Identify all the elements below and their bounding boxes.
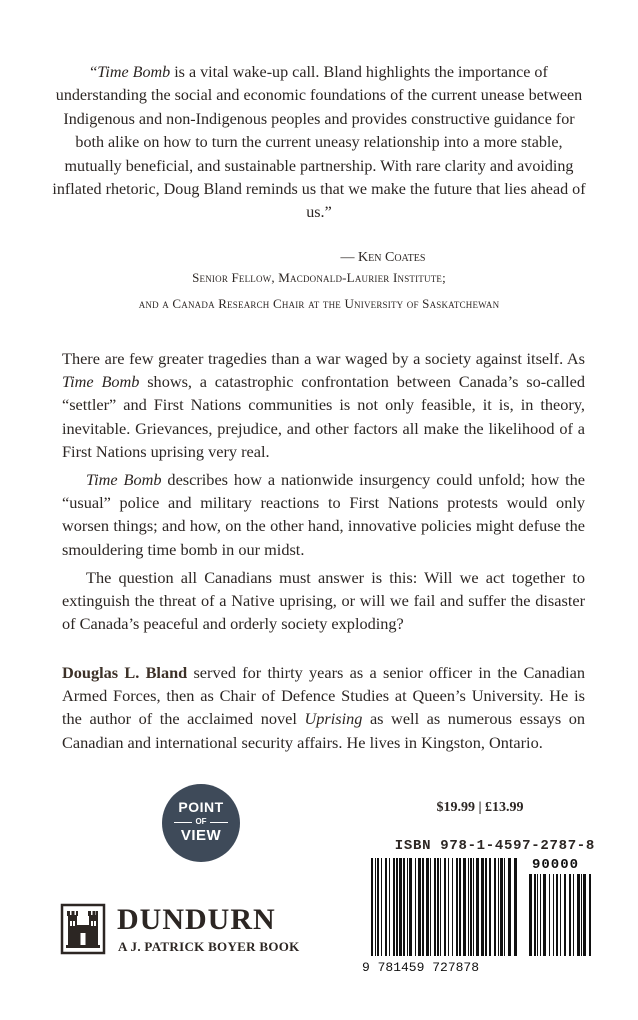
attribution-affiliation: and a Canada Research Chair at the University of Saskatchewan — [138, 296, 500, 311]
endorsement-text — [50, 61, 588, 225]
attribution-title: Senior Fellow, Macdonald-Laurier Institute; — [192, 270, 446, 285]
isbn-label: ISBN 978-1-4597-2787-8 — [394, 838, 595, 854]
bio-novel: Uprising — [304, 709, 363, 729]
bio-b: as well as numerous essays on Canadian and international security affairs. He lives in Kingston, Ontario. — [62, 709, 585, 752]
desc-p2-b: describes how a nationwide insurgency could unfold; how the “usual” police and military reactions to First Nations protests would only worsen things; and how, on the other hand, innovative policies might defuse the smouldering time bomb in our midst. — [62, 470, 585, 559]
price: $19.99 | £13.99 — [436, 800, 524, 815]
description-paragraph-1 — [62, 347, 585, 463]
castle-icon — [60, 903, 106, 955]
publisher-name: DUNDURN — [117, 903, 276, 936]
endorsement-quote — [50, 61, 588, 225]
author-bio — [62, 661, 585, 754]
author-name: Douglas L. Bland — [62, 663, 188, 682]
book-description — [62, 347, 585, 640]
badge-point: POINT — [178, 799, 224, 815]
desc-p1-b: shows, a catastrophic confrontation between Canada’s so-called “settler” and First Nations communities is not only feasible, it is, in theory, inevitable. Grievances, prejudice, and other factors all make the likelihood of a First Nations uprising very real. — [62, 372, 585, 461]
badge-view: VIEW — [180, 827, 222, 844]
quote-open: “ — [90, 64, 98, 81]
description-paragraph-3: The question all Canadians must answer is this: Will we act together to extinguish the threat of a Native uprising, or will we fail and suffer the disaster of Canada’s peaceful and orderly society exploding? — [62, 567, 585, 634]
publisher-subline: A J. PATRICK BOYER BOOK — [118, 939, 300, 954]
attribution-name: — Ken Coates — [340, 250, 426, 265]
desc-p1-title: Time Bomb — [62, 372, 140, 392]
description-paragraph-2 — [62, 468, 585, 561]
series-badge — [162, 784, 240, 862]
quote-body: is a vital wake-up call. Bland highlights the importance of understanding the social and economic foundations of the current unease between Indigenous and non-Indigenous peoples and provides constructive guidance for both alike on how to turn the current uneasy relationship into a more stable, mutually beneficial, and sustainable partnership. With rare clarity and avoiding inflated rhetoric, Doug Bland reminds us that we make the future that lies ahead of us.” — [52, 64, 586, 222]
desc-p1-a: There are few greater tragedies than a war waged by a society against itself. As — [62, 349, 585, 368]
quote-book-title: Time Bomb — [97, 64, 171, 81]
desc-p2-title: Time Bomb — [86, 470, 162, 490]
badge-of: OF — [174, 817, 228, 826]
barcode-number: 9 781459 727878 — [362, 960, 480, 975]
bio-a: served for thirty years as a senior officer in the Canadian Armed Forces, then as Chair of Defence Studies at Queen’s University. He is the author of the acclaimed novel — [62, 663, 585, 729]
author-bio-paragraph — [62, 661, 585, 754]
barcode-addon-number: 90000 — [532, 857, 580, 873]
